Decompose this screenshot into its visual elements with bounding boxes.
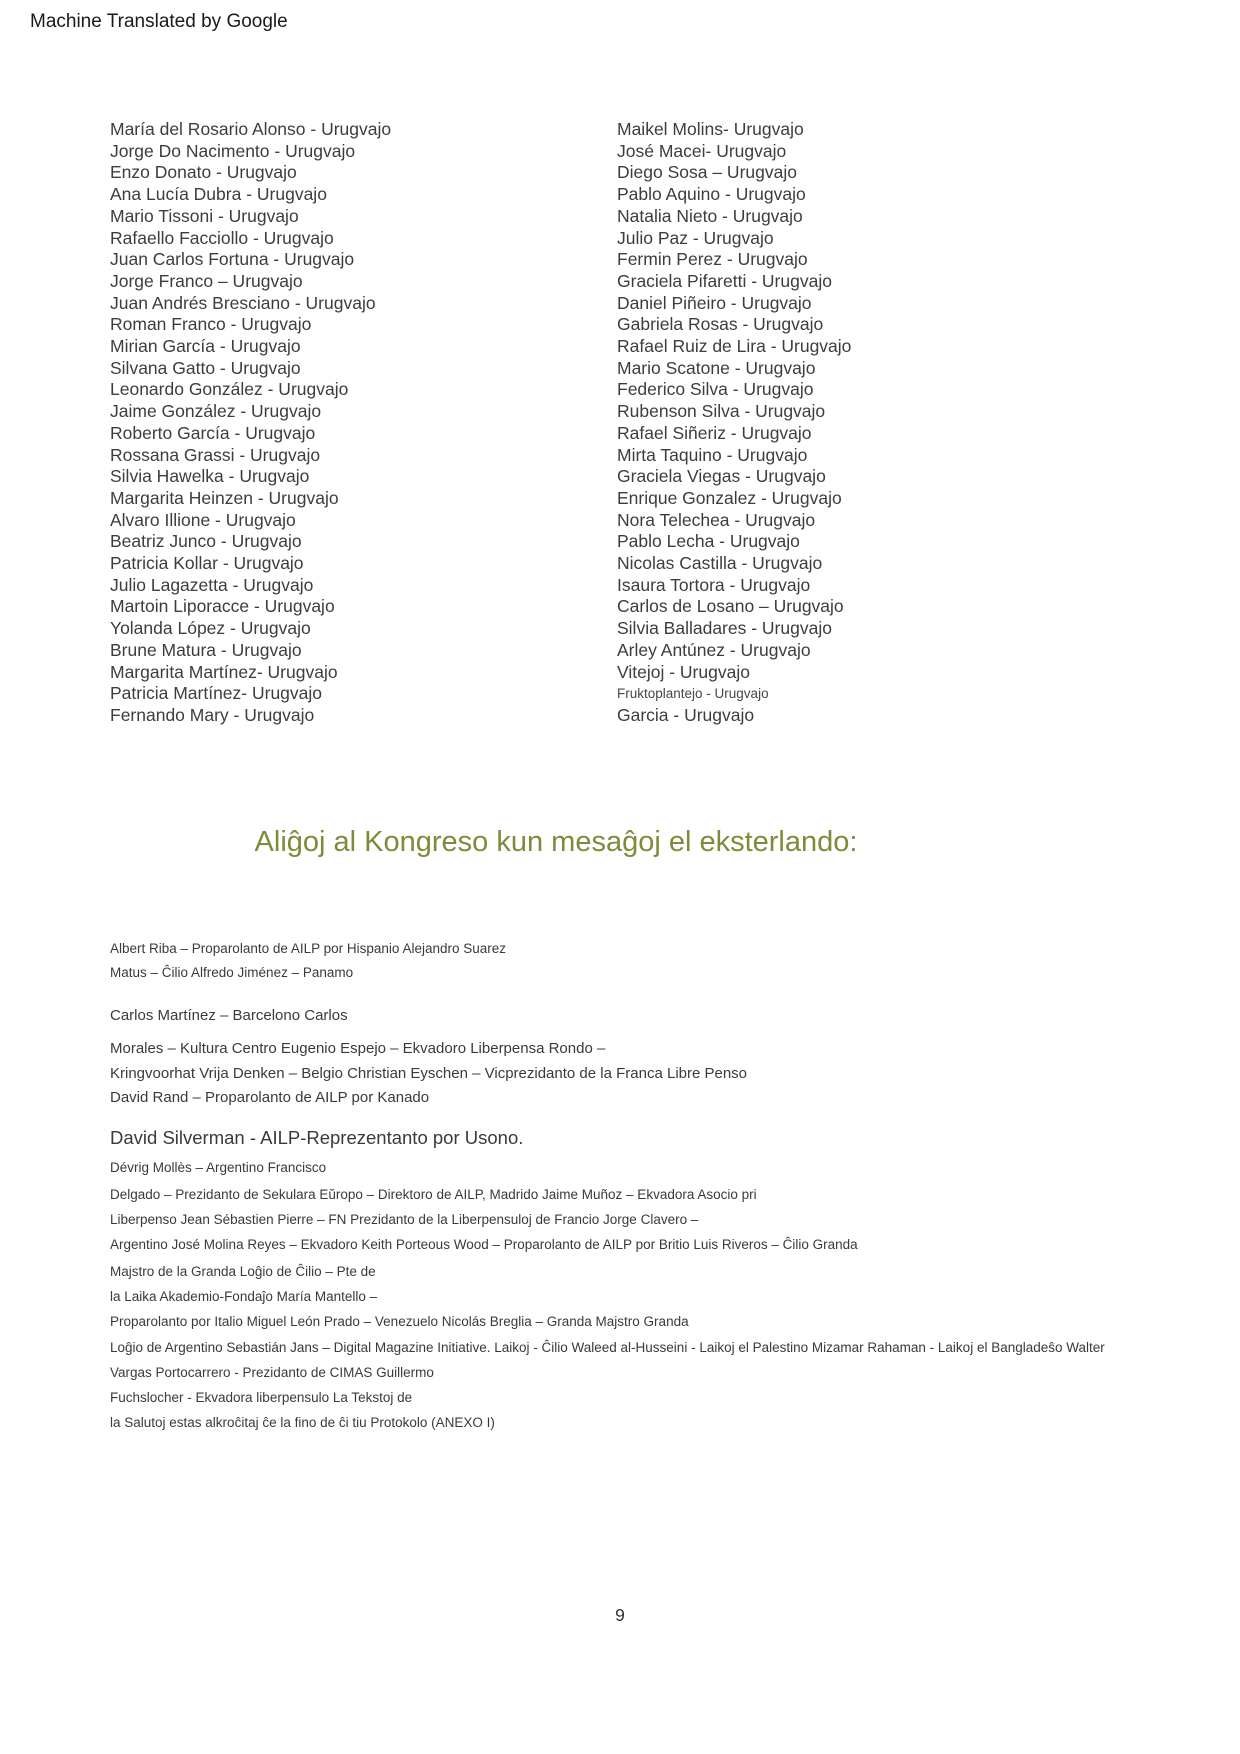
attendee-name: Leonardo González - Urugvajo [110, 379, 349, 400]
attendee-name: José Macei- Urugvajo [617, 140, 787, 161]
message-line: la Laika Akademio-Fondaĵo María Mantello – [110, 1289, 378, 1304]
attendee-name: Brune Matura - Urugvajo [110, 639, 302, 660]
attendee-name: Fermin Perez - Urugvajo [617, 249, 808, 270]
attendee-name: Margarita Heinzen - Urugvajo [110, 487, 339, 508]
attendee-name: Gabriela Rosas - Urugvajo [617, 314, 824, 335]
message-line: Matus – Ĉilio Alfredo Jiménez – Panamo [110, 965, 354, 980]
attendee-name: Carlos de Losano – Urugvajo [617, 596, 844, 617]
message-line: Proparolanto por Italio Miguel León Prado – Venezuelo Nicolás Breglia – Granda Majstro Granda [110, 1314, 689, 1329]
attendee-name: Mario Scatone - Urugvajo [617, 357, 816, 378]
section-heading: Aliĝoj al Kongreso kun mesaĝoj el eksterlando: [254, 826, 858, 858]
attendee-name: Daniel Piñeiro - Urugvajo [617, 292, 812, 313]
attendee-name: Patricia Martínez- Urugvajo [110, 683, 323, 704]
message-line: Majstro de la Granda Loĝio de Ĉilio – Pte de [110, 1264, 376, 1279]
message-line: Loĝio de Argentino Sebastián Jans – Digital Magazine Initiative. Laikoj - Ĉilio Waleed al-Husseini - Laikoj el Palestino Mizamar Rahaman - Laikoj el Bangladeŝo Walter [110, 1340, 1105, 1355]
attendee-name: Juan Andrés Bresciano - Urugvajo [110, 292, 376, 313]
attendee-name: Pablo Aquino - Urugvajo [617, 184, 806, 205]
attendee-name: Jaime González - Urugvajo [110, 401, 322, 422]
attendees-right-column [617, 119, 851, 727]
attendee-name: Enzo Donato - Urugvajo [110, 162, 297, 183]
message-line: Dévrig Mollès – Argentino Francisco [110, 1160, 327, 1175]
attendee-name: Silvia Hawelka - Urugvajo [110, 466, 310, 487]
page-number: 9 [615, 1605, 625, 1625]
attendee-name: Beatriz Junco - Urugvajo [110, 531, 302, 552]
attendee-name: Margarita Martínez- Urugvajo [110, 661, 338, 682]
attendee-name: Garcia - Urugvajo [617, 704, 755, 725]
message-line: Liberpenso Jean Sébastien Pierre – FN Prezidanto de la Liberpensuloj de Francio Jorge Clavero – [110, 1212, 699, 1227]
attendee-name: Rubenson Silva - Urugvajo [617, 401, 826, 422]
attendee-name: Rafaello Facciollo - Urugvajo [110, 227, 334, 248]
attendee-name: Ana Lucía Dubra - Urugvajo [110, 184, 327, 205]
attendee-name: Maikel Molins- Urugvajo [617, 119, 804, 139]
attendee-name: Arley Antúnez - Urugvajo [617, 639, 811, 660]
attendee-name: Mirian García - Urugvajo [110, 336, 301, 357]
attendee-name: Isaura Tortora - Urugvajo [617, 574, 811, 595]
message-line: David Rand – Proparolanto de AILP por Kanado [110, 1089, 430, 1106]
attendee-name: Alvaro Illione - Urugvajo [110, 509, 296, 530]
attendee-name: Natalia Nieto - Urugvajo [617, 205, 803, 226]
attendee-name: Fernando Mary - Urugvajo [110, 704, 315, 725]
attendee-name: Julio Paz - Urugvajo [617, 227, 774, 248]
attendee-name: Pablo Lecha - Urugvajo [617, 531, 800, 552]
attendee-name: Roman Franco - Urugvajo [110, 314, 312, 335]
attendee-name: Roberto García - Urugvajo [110, 422, 316, 443]
message-line: David Silverman - AILP-Reprezentanto por Usono. [110, 1127, 524, 1148]
attendee-name: Nicolas Castilla - Urugvajo [617, 553, 823, 574]
message-line: Albert Riba – Proparolanto de AILP por Hispanio Alejandro Suarez [110, 941, 507, 956]
attendee-name: Mirta Taquino - Urugvajo [617, 444, 808, 465]
attendee-name: Fruktoplantejo - Urugvajo [617, 686, 769, 702]
attendee-name: Jorge Franco – Urugvajo [110, 270, 303, 291]
attendee-name: Silvana Gatto - Urugvajo [110, 357, 301, 378]
message-line: Delgado – Prezidanto de Sekulara Eŭropo – Direktoro de AILP, Madrido Jaime Muñoz – Ekvadora Asocio pri [110, 1187, 757, 1202]
attendee-name: Martoin Liporacce - Urugvajo [110, 596, 335, 617]
attendees-left-column [110, 119, 391, 727]
attendee-name: Vitejoj - Urugvajo [617, 661, 750, 682]
attendee-name: Patricia Kollar - Urugvajo [110, 553, 304, 574]
attendee-name: Rafael Siñeriz - Urugvajo [617, 422, 812, 443]
attendee-name: Federico Silva - Urugvajo [617, 379, 814, 400]
message-line: Kringvoorhat Vrija Denken – Belgio Christian Eyschen – Vicprezidanto de la Franca Libre Penso [110, 1065, 748, 1082]
messages-section [110, 940, 1180, 1431]
attendee-name: Yolanda López - Urugvajo [110, 618, 311, 639]
message-line: Fuchslocher - Ekvadora liberpensulo La Tekstoj de [110, 1390, 413, 1405]
message-line: Vargas Portocarrero - Prezidanto de CIMAS Guillermo [110, 1365, 434, 1380]
attendee-name: Nora Telechea - Urugvajo [617, 509, 816, 530]
attendee-name: Rossana Grassi - Urugvajo [110, 444, 321, 465]
attendee-name: Mario Tissoni - Urugvajo [110, 205, 299, 226]
attendee-name: Diego Sosa – Urugvajo [617, 162, 797, 183]
attendee-name: Graciela Pifaretti - Urugvajo [617, 270, 832, 291]
attendee-name: Juan Carlos Fortuna - Urugvajo [110, 249, 355, 270]
attendee-name: Silvia Balladares - Urugvajo [617, 618, 832, 639]
attendee-name: Rafael Ruiz de Lira - Urugvajo [617, 336, 852, 357]
attendee-name: María del Rosario Alonso - Urugvajo [110, 119, 392, 139]
attendee-name: Jorge Do Nacimento - Urugvajo [110, 140, 356, 161]
message-line: la Salutoj estas alkroĉitaj ĉe la fino de ĉi tiu Protokolo (ANEXO I) [110, 1415, 495, 1430]
message-line: Carlos Martínez – Barcelono Carlos [110, 1007, 348, 1024]
message-line: Argentino José Molina Reyes – Ekvadoro Keith Porteous Wood – Proparolanto de AILP por Britio Luis Riveros – Ĉilio Granda [110, 1237, 858, 1252]
attendee-name: Graciela Viegas - Urugvajo [617, 466, 826, 487]
machine-translated-note: Machine Translated by Google [30, 11, 288, 32]
attendee-name: Julio Lagazetta - Urugvajo [110, 574, 314, 595]
attendee-name: Enrique Gonzalez - Urugvajo [617, 487, 842, 508]
message-line: Morales – Kultura Centro Eugenio Espejo – Ekvadoro Liberpensa Rondo – [110, 1040, 606, 1057]
